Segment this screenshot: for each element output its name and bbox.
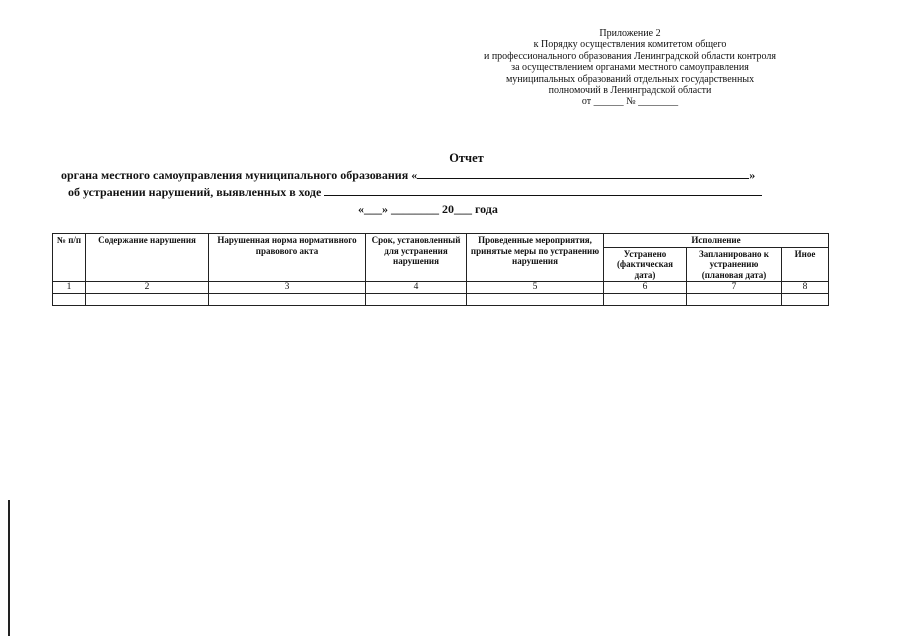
- col-header-num: № п/п: [53, 234, 86, 282]
- table-cell: [53, 294, 86, 306]
- report-violations-line: [68, 185, 762, 200]
- table-cell: [209, 294, 366, 306]
- col-header-content: Содержание нарушения: [86, 234, 209, 282]
- table-cell: [86, 294, 209, 306]
- table-cell: [467, 294, 604, 306]
- violations-blank: [324, 185, 762, 196]
- subject-suffix: »: [749, 168, 756, 182]
- annex-line: Приложение 2: [599, 28, 661, 39]
- table-row-numbers: [53, 282, 829, 294]
- col-header-fixed: Устранено (фактическая дата): [604, 247, 687, 282]
- annex-line: за осуществлением органами местного самоуправления: [511, 62, 749, 74]
- table-cell: [687, 294, 782, 306]
- col-header-other: Иное: [782, 247, 829, 282]
- table-cell: 5: [467, 282, 604, 294]
- table-cell: 4: [366, 282, 467, 294]
- report-date-line: «___» ________ 20___ года: [358, 202, 498, 216]
- col-header-measures: Проведенные мероприятия, принятые меры по устранению нарушения: [467, 234, 604, 282]
- col-header-norm: Нарушенная норма нормативного правового акта: [209, 234, 366, 282]
- annex-block: [430, 28, 830, 108]
- col-header-planned: Запланировано к устранению (плановая дата): [687, 247, 782, 282]
- annex-line: к Порядку осуществления комитетом общего: [533, 39, 727, 51]
- col-header-execution: Исполнение: [604, 234, 829, 248]
- table-cell: [366, 294, 467, 306]
- table-cell: 7: [687, 282, 782, 294]
- report-title: Отчет: [449, 151, 484, 165]
- subject-blank: [417, 168, 749, 179]
- table-cell: [604, 294, 687, 306]
- table-cell: 1: [53, 282, 86, 294]
- subject-prefix: органа местного самоуправления муниципального образования «: [61, 168, 418, 182]
- table-cell: 6: [604, 282, 687, 294]
- annex-line: и профессионального образования Ленинградской области контроля: [483, 50, 777, 62]
- annex-line: от ______ № ________: [581, 96, 679, 108]
- report-table: [52, 233, 829, 306]
- annex-line: полномочий в Ленинградской области: [548, 85, 712, 97]
- annex-line: муниципальных образований отдельных государственных: [505, 73, 755, 85]
- table-cell: 8: [782, 282, 829, 294]
- table-row-empty: [53, 294, 829, 306]
- report-subject-line: [61, 168, 755, 183]
- violations-prefix: об устранении нарушений, выявленных в ходе: [68, 185, 322, 199]
- table-cell: 3: [209, 282, 366, 294]
- table-cell: 2: [86, 282, 209, 294]
- scan-edge-mark: [8, 500, 10, 636]
- col-header-deadline: Срок, установленный для устранения нарушения: [366, 234, 467, 282]
- table-cell: [782, 294, 829, 306]
